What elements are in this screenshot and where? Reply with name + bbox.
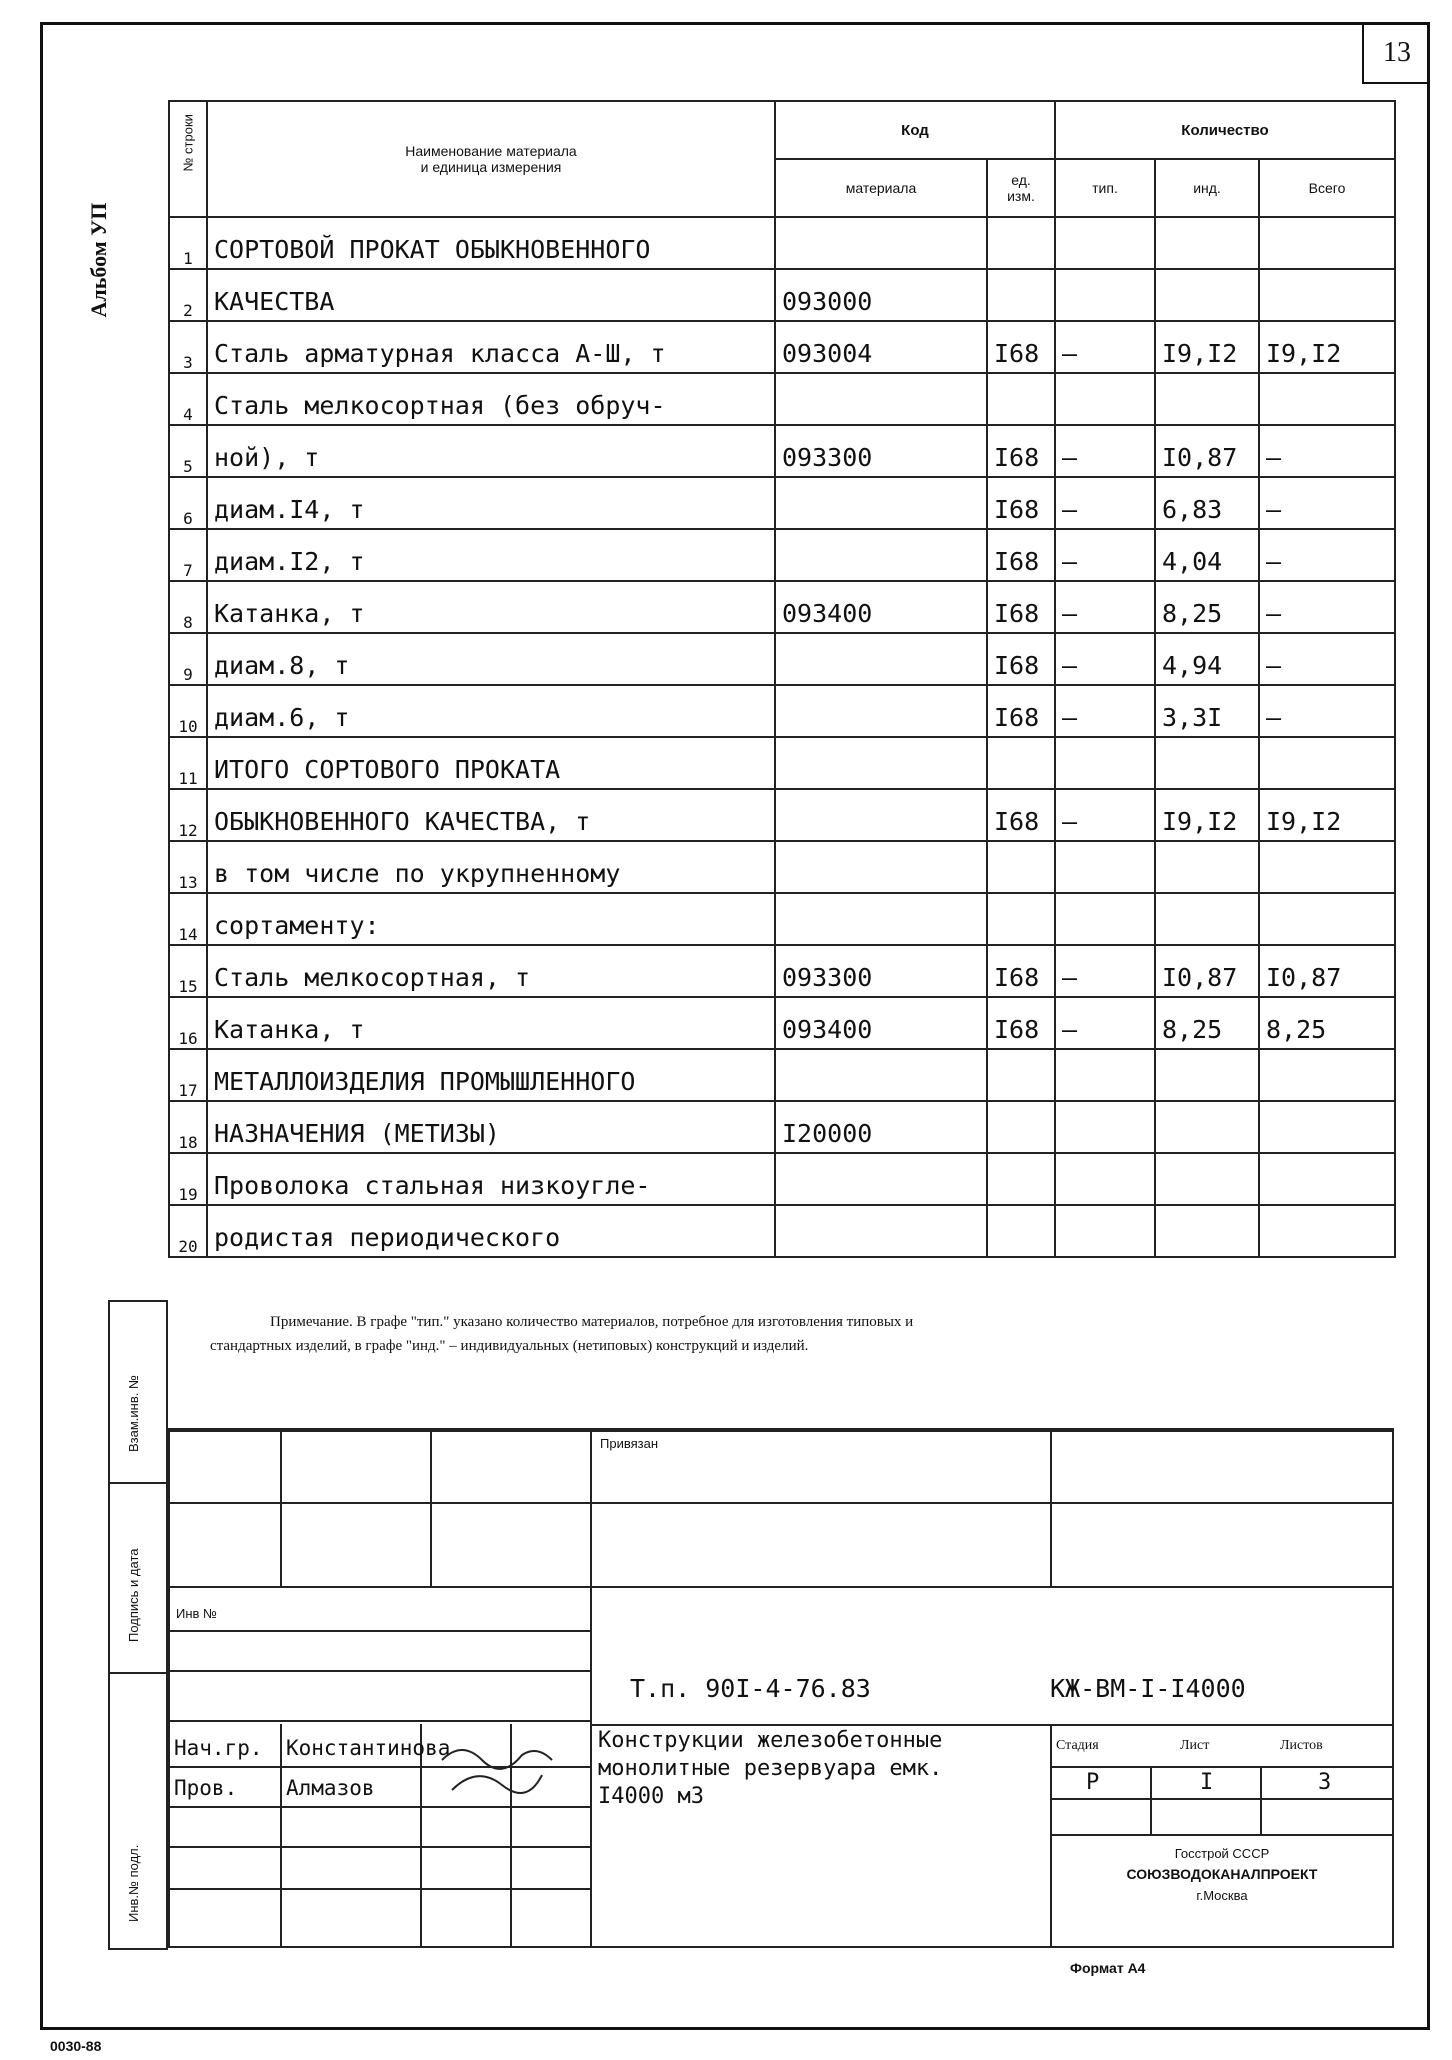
sheet-value: I	[1200, 1770, 1214, 1795]
unit-code: I68	[987, 321, 1055, 373]
total-qty: I9,I2	[1259, 789, 1395, 841]
material-code	[775, 217, 987, 269]
name-2: Алмазов	[286, 1776, 375, 1800]
individual-qty	[1155, 841, 1259, 893]
row-number: 8	[169, 581, 207, 633]
table-row	[169, 217, 1395, 269]
table-row	[169, 425, 1395, 477]
unit-code	[987, 1153, 1055, 1205]
material-code: 093004	[775, 321, 987, 373]
row-number: 10	[169, 685, 207, 737]
title-line-1: Конструкции железобетонные	[598, 1728, 943, 1753]
typical-qty	[1055, 1049, 1155, 1101]
table-row	[169, 269, 1395, 321]
typical-qty: –	[1055, 321, 1155, 373]
unit-code	[987, 841, 1055, 893]
typical-qty	[1055, 1101, 1155, 1153]
individual-qty: I9,I2	[1155, 789, 1259, 841]
row-number: 3	[169, 321, 207, 373]
table-row	[169, 997, 1395, 1049]
material-code	[775, 893, 987, 945]
row-number: 6	[169, 477, 207, 529]
unit-header: ед. изм.	[987, 159, 1055, 217]
typical-qty: –	[1055, 581, 1155, 633]
material-name: диам.I4, т	[207, 477, 775, 529]
unit-code: I68	[987, 529, 1055, 581]
materials-table	[168, 100, 1396, 1258]
individual-qty: I0,87	[1155, 945, 1259, 997]
total-qty: –	[1259, 633, 1395, 685]
material-name: ной), т	[207, 425, 775, 477]
material-code	[775, 633, 987, 685]
total-qty	[1259, 373, 1395, 425]
individual-qty: I0,87	[1155, 425, 1259, 477]
table-row	[169, 1049, 1395, 1101]
org-line-1: Госстрой СССР	[1174, 1846, 1270, 1861]
material-name: диам.I2, т	[207, 529, 775, 581]
typical-header: тип.	[1055, 159, 1155, 217]
table-row	[169, 789, 1395, 841]
name-header: Наименование материала и единица измерения	[207, 101, 775, 217]
footer-code: 0030-88	[50, 2038, 102, 2054]
individual-qty	[1155, 1101, 1259, 1153]
typical-qty: –	[1055, 477, 1155, 529]
typical-qty: –	[1055, 425, 1155, 477]
exchange-inv-label: Взам.инв. №	[126, 1375, 141, 1452]
table-row	[169, 841, 1395, 893]
individual-qty: 4,04	[1155, 529, 1259, 581]
material-code	[775, 477, 987, 529]
total-qty: –	[1259, 477, 1395, 529]
table-row	[169, 373, 1395, 425]
material-code	[775, 737, 987, 789]
typical-qty	[1055, 737, 1155, 789]
individual-qty	[1155, 217, 1259, 269]
total-qty	[1259, 737, 1395, 789]
org-line-3: г.Москва	[1196, 1888, 1248, 1903]
album-label: Альбом УП	[86, 202, 111, 318]
unit-code	[987, 217, 1055, 269]
typical-qty	[1055, 1205, 1155, 1257]
unit-code	[987, 1049, 1055, 1101]
row-number: 18	[169, 1101, 207, 1153]
material-code	[775, 1049, 987, 1101]
material-code: I20000	[775, 1101, 987, 1153]
total-qty	[1259, 1205, 1395, 1257]
total-qty	[1259, 1153, 1395, 1205]
material-name: Проволока стальная низкоугле-	[207, 1153, 775, 1205]
title-line-2: монолитные резервуара емк.	[598, 1756, 943, 1781]
signature-scribble	[432, 1730, 582, 1810]
material-name: Сталь мелкосортная, т	[207, 945, 775, 997]
signature-date-label: Подпись и дата	[126, 1548, 141, 1642]
side-stamp-column	[108, 1300, 168, 1950]
table-row	[169, 685, 1395, 737]
table-row	[169, 581, 1395, 633]
row-number: 17	[169, 1049, 207, 1101]
sheet-label: Лист	[1180, 1738, 1210, 1753]
material-name: ИТОГО СОРТОВОГО ПРОКАТА	[207, 737, 775, 789]
row-number: 14	[169, 893, 207, 945]
unit-code: I68	[987, 581, 1055, 633]
material-name: Сталь арматурная класса А-Ш, т	[207, 321, 775, 373]
material-name: Катанка, т	[207, 997, 775, 1049]
stage-label: Стадия	[1056, 1738, 1099, 1753]
original-inv-label: Инв.№ подл.	[126, 1844, 141, 1922]
row-number: 11	[169, 737, 207, 789]
table-row	[169, 893, 1395, 945]
table-row	[169, 945, 1395, 997]
individual-qty: 8,25	[1155, 997, 1259, 1049]
sheet-code: КЖ-ВМ-I-I4000	[1050, 1674, 1246, 1703]
material-name: ОБЫКНОВЕННОГО КАЧЕСТВА, т	[207, 789, 775, 841]
row-number: 13	[169, 841, 207, 893]
individual-qty	[1155, 1049, 1259, 1101]
format-label: Формат А4	[1070, 1960, 1146, 1976]
typical-qty: –	[1055, 633, 1155, 685]
typical-qty	[1055, 373, 1155, 425]
total-qty	[1259, 1049, 1395, 1101]
total-qty: –	[1259, 425, 1395, 477]
total-qty: I9,I2	[1259, 321, 1395, 373]
material-code	[775, 373, 987, 425]
material-code: 093300	[775, 945, 987, 997]
code-header: Код	[775, 101, 1055, 159]
typical-qty	[1055, 1153, 1155, 1205]
material-name: Катанка, т	[207, 581, 775, 633]
role-1: Нач.гр.	[174, 1736, 263, 1760]
doc-code: Т.п. 90I-4-76.83	[630, 1674, 871, 1703]
total-qty	[1259, 841, 1395, 893]
individual-qty	[1155, 737, 1259, 789]
typical-qty	[1055, 217, 1155, 269]
material-code	[775, 841, 987, 893]
individual-qty: 6,83	[1155, 477, 1259, 529]
material-code	[775, 789, 987, 841]
total-header: Всего	[1259, 159, 1395, 217]
material-name: диам.6, т	[207, 685, 775, 737]
unit-code: I68	[987, 477, 1055, 529]
total-qty: I0,87	[1259, 945, 1395, 997]
typical-qty: –	[1055, 529, 1155, 581]
unit-code: I68	[987, 789, 1055, 841]
individual-qty	[1155, 269, 1259, 321]
unit-code	[987, 1205, 1055, 1257]
unit-code: I68	[987, 997, 1055, 1049]
sheets-label: Листов	[1280, 1738, 1323, 1753]
unit-code: I68	[987, 425, 1055, 477]
individual-qty	[1155, 1205, 1259, 1257]
row-num-header: № строки	[169, 101, 207, 217]
row-number: 7	[169, 529, 207, 581]
table-row	[169, 529, 1395, 581]
typical-qty: –	[1055, 789, 1155, 841]
title-line-3: I4000 м3	[598, 1784, 704, 1809]
table-row	[169, 1205, 1395, 1257]
total-qty: –	[1259, 581, 1395, 633]
total-qty: –	[1259, 685, 1395, 737]
note-text: Примечание. В графе "тип." указано количество материалов, потребное для изготовления типовых и стандартных изделий, в графе "инд." – индивидуальных (нетиповых) конструкций и изделий.	[210, 1314, 914, 1354]
unit-code	[987, 737, 1055, 789]
individual-qty	[1155, 1153, 1259, 1205]
table-row	[169, 737, 1395, 789]
material-name: сортаменту:	[207, 893, 775, 945]
material-name: НАЗНАЧЕНИЯ (МЕТИЗЫ)	[207, 1101, 775, 1153]
unit-code: I68	[987, 685, 1055, 737]
material-code: 093400	[775, 997, 987, 1049]
material-name: Сталь мелкосортная (без обруч-	[207, 373, 775, 425]
total-qty: 8,25	[1259, 997, 1395, 1049]
total-qty	[1259, 217, 1395, 269]
material-name: диам.8, т	[207, 633, 775, 685]
row-number: 15	[169, 945, 207, 997]
individual-qty: 8,25	[1155, 581, 1259, 633]
individual-qty: 4,94	[1155, 633, 1259, 685]
row-number: 20	[169, 1205, 207, 1257]
table-row	[169, 321, 1395, 373]
table-row	[169, 1101, 1395, 1153]
org-line-2: СОЮЗВОДОКАНАЛПРОЕКТ	[1126, 1866, 1318, 1882]
name-1: Константинова	[286, 1736, 451, 1760]
individual-qty: 3,3I	[1155, 685, 1259, 737]
material-code	[775, 1205, 987, 1257]
row-number: 1	[169, 217, 207, 269]
row-number: 19	[169, 1153, 207, 1205]
unit-code	[987, 1101, 1055, 1153]
material-name: родистая периодического	[207, 1205, 775, 1257]
typical-qty: –	[1055, 945, 1155, 997]
unit-code: I68	[987, 633, 1055, 685]
title-block	[168, 1428, 1394, 1948]
row-number: 16	[169, 997, 207, 1049]
material-code	[775, 529, 987, 581]
individual-qty	[1155, 893, 1259, 945]
material-code: 093400	[775, 581, 987, 633]
individual-qty: I9,I2	[1155, 321, 1259, 373]
material-code: 093000	[775, 269, 987, 321]
typical-qty	[1055, 269, 1155, 321]
material-name: в том числе по укрупненному	[207, 841, 775, 893]
row-number: 4	[169, 373, 207, 425]
typical-qty: –	[1055, 997, 1155, 1049]
material-code	[775, 685, 987, 737]
table-row	[169, 477, 1395, 529]
row-number: 5	[169, 425, 207, 477]
material-name: СОРТОВОЙ ПРОКАТ ОБЫКНОВЕННОГО	[207, 217, 775, 269]
material-code	[775, 1153, 987, 1205]
total-qty	[1259, 269, 1395, 321]
table-row	[169, 1153, 1395, 1205]
total-qty	[1259, 1101, 1395, 1153]
row-number: 2	[169, 269, 207, 321]
individual-header: инд.	[1155, 159, 1259, 217]
typical-qty	[1055, 893, 1155, 945]
table-row	[169, 633, 1395, 685]
stage-value: Р	[1086, 1770, 1100, 1795]
sheets-value: 3	[1318, 1770, 1332, 1795]
unit-code	[987, 373, 1055, 425]
row-number: 12	[169, 789, 207, 841]
individual-qty	[1155, 373, 1259, 425]
material-name: КАЧЕСТВА	[207, 269, 775, 321]
unit-code	[987, 893, 1055, 945]
unit-code	[987, 269, 1055, 321]
total-qty: –	[1259, 529, 1395, 581]
material-code-header: материала	[775, 159, 987, 217]
page-number: 13	[1362, 24, 1430, 84]
material-name: МЕТАЛЛОИЗДЕЛИЯ ПРОМЫШЛЕННОГО	[207, 1049, 775, 1101]
material-code: 093300	[775, 425, 987, 477]
attached-label: Привязан	[600, 1436, 659, 1451]
typical-qty	[1055, 841, 1155, 893]
role-2: Пров.	[174, 1776, 238, 1800]
inv-label: Инв №	[176, 1606, 217, 1621]
row-number: 9	[169, 633, 207, 685]
unit-code: I68	[987, 945, 1055, 997]
typical-qty: –	[1055, 685, 1155, 737]
total-qty	[1259, 893, 1395, 945]
quantity-header: Количество	[1055, 101, 1395, 159]
